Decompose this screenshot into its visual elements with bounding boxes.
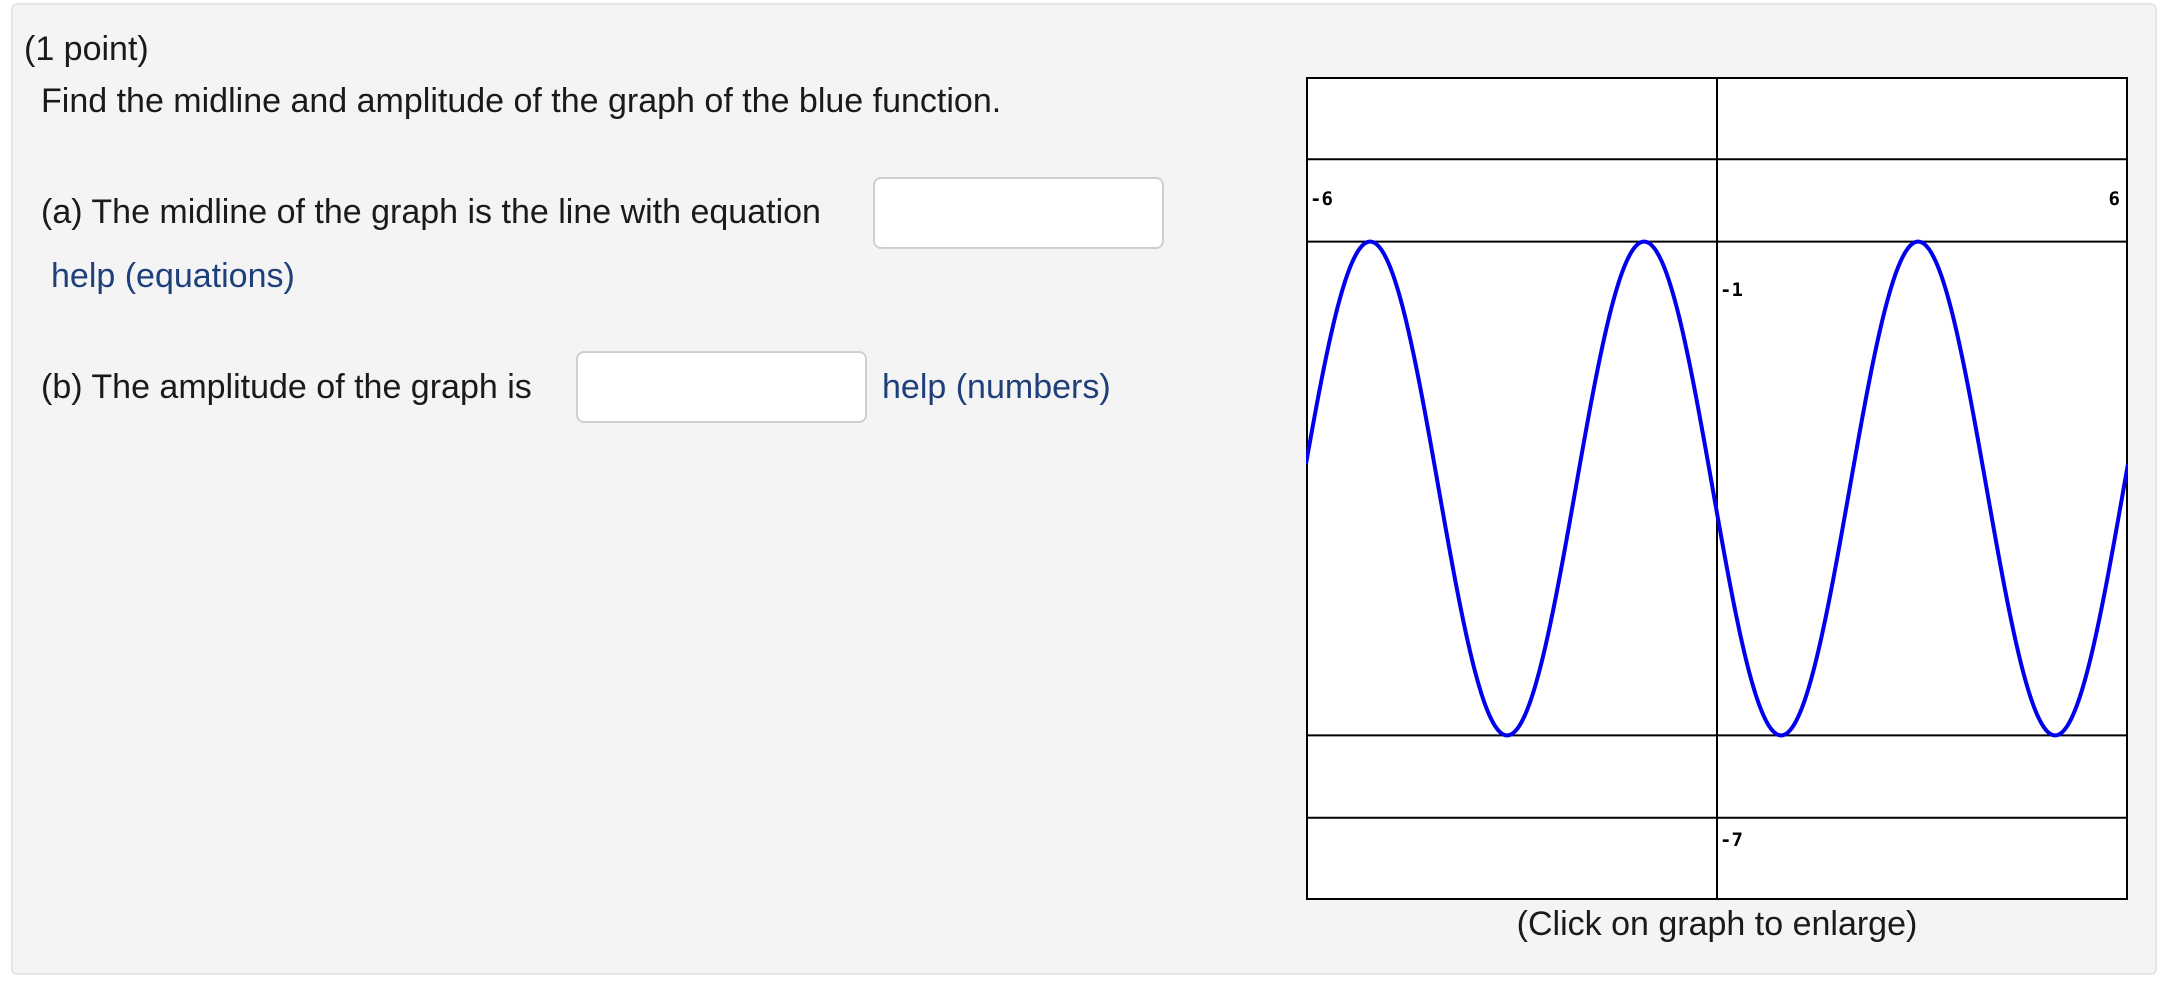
graph-caption: (Click on graph to enlarge) [1516,905,1918,943]
x-min-label: -6 [1310,188,1333,210]
help-equations-link[interactable]: help (equations) [51,257,295,295]
point-label: (1 point) [24,30,149,68]
help-numbers-link[interactable]: help (numbers) [882,368,1111,406]
sine-graph[interactable] [1306,77,2128,900]
y-top-label: -1 [1720,279,1743,301]
midline-answer-input[interactable] [873,177,1164,249]
part-a-prompt: (a) The midline of the graph is the line with equation [41,193,821,231]
amplitude-answer-input[interactable] [576,351,867,423]
question-text: Find the midline and amplitude of the graph of the blue function. [41,82,1002,120]
x-max-label: 6 [2108,188,2120,210]
y-bottom-label: -7 [1720,829,1743,851]
graph-svg [1306,77,2128,900]
part-b-prompt: (b) The amplitude of the graph is [41,368,532,406]
